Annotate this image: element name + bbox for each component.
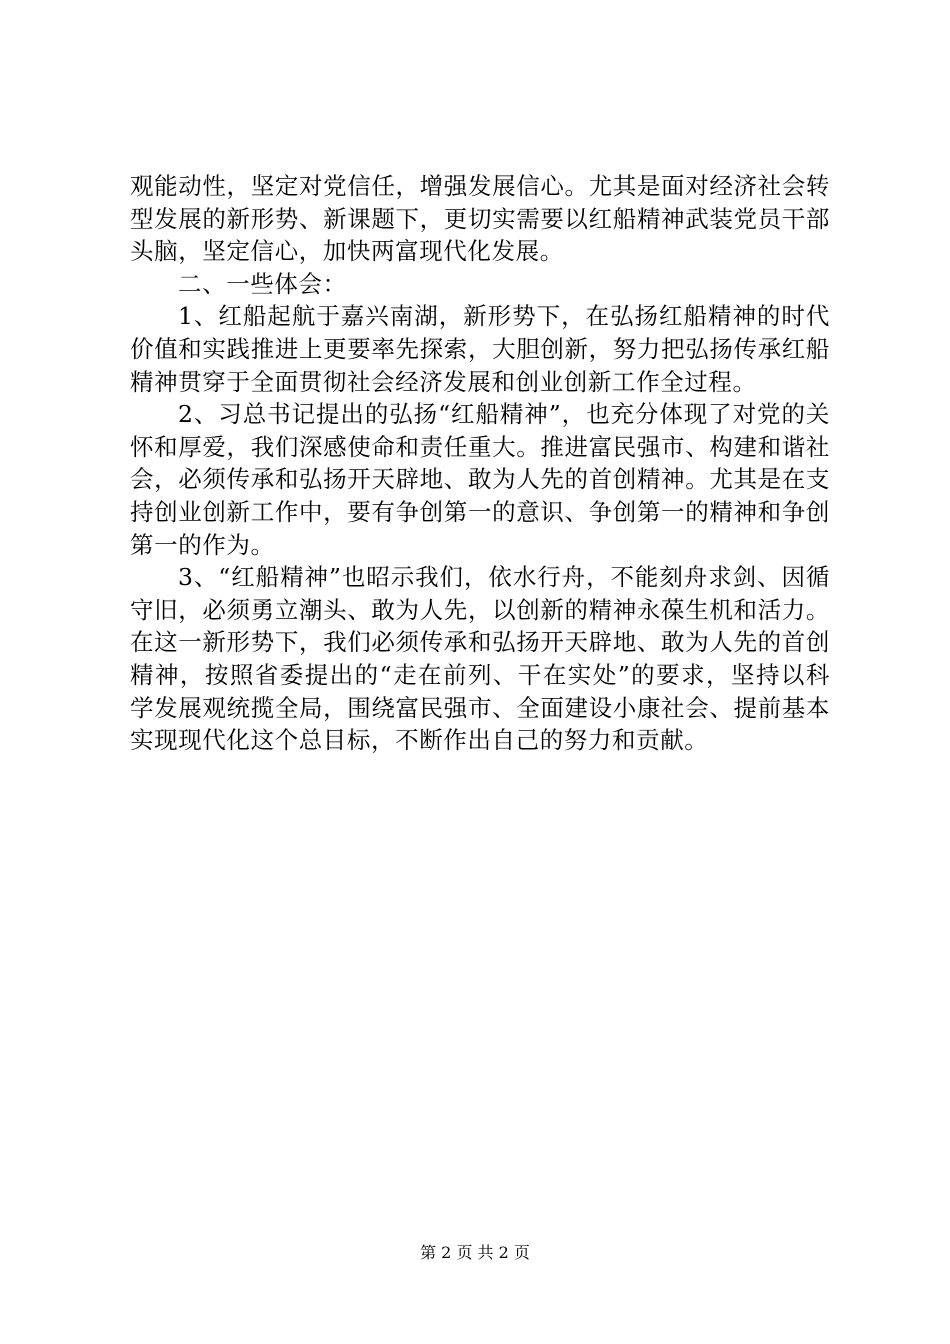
- paragraph-point-1: 1、红船起航于嘉兴南湖，新形势下，在弘扬红船精神的时代价值和实践推进上更要率先探索，大胆创新，努力把弘扬传承红船精神贯穿于全面贯彻社会经济发展和创业创新工作全过程。: [130, 302, 830, 396]
- paragraph-point-2: 2、习总书记提出的弘扬“红船精神”，也充分体现了对党的关怀和厚爱，我们深感使命和责任重大。推进富民强市、构建和谐社会，必须传承和弘扬开天辟地、敢为人先的首创精神。尤其是在支持创业创新工作中，要有争创第一的意识、争创第一的精神和争创第一的作为。: [130, 400, 830, 559]
- page-footer: [0, 1243, 950, 1263]
- paragraph-continuation: 观能动性，坚定对党信任，增强发展信心。尤其是面对经济社会转型发展的新形势、新课题下，更切实需要以红船精神武装党员干部头脑，坚定信心，加快两富现代化发展。: [130, 172, 830, 266]
- page-number-label: 第 2 页 共 2 页: [420, 1243, 530, 1262]
- paragraph-point-3: 3、“红船精神”也昭示我们，依水行舟，不能刻舟求剑、因循守旧，必须勇立潮头、敢为人先，以创新的精神永葆生机和活力。在这一新形势下，我们必须传承和弘扬开天辟地、敢为人先的首创精神，按照省委提出的“走在前列、干在实处”的要求，坚持以科学发展观统揽全局，围绕富民强市、全面建设小康社会、提前基本实现现代化这个总目标，不断作出自己的努力和贡献。: [130, 563, 830, 755]
- section-heading: 二、一些体会：: [178, 269, 347, 298]
- document-body: [130, 170, 830, 757]
